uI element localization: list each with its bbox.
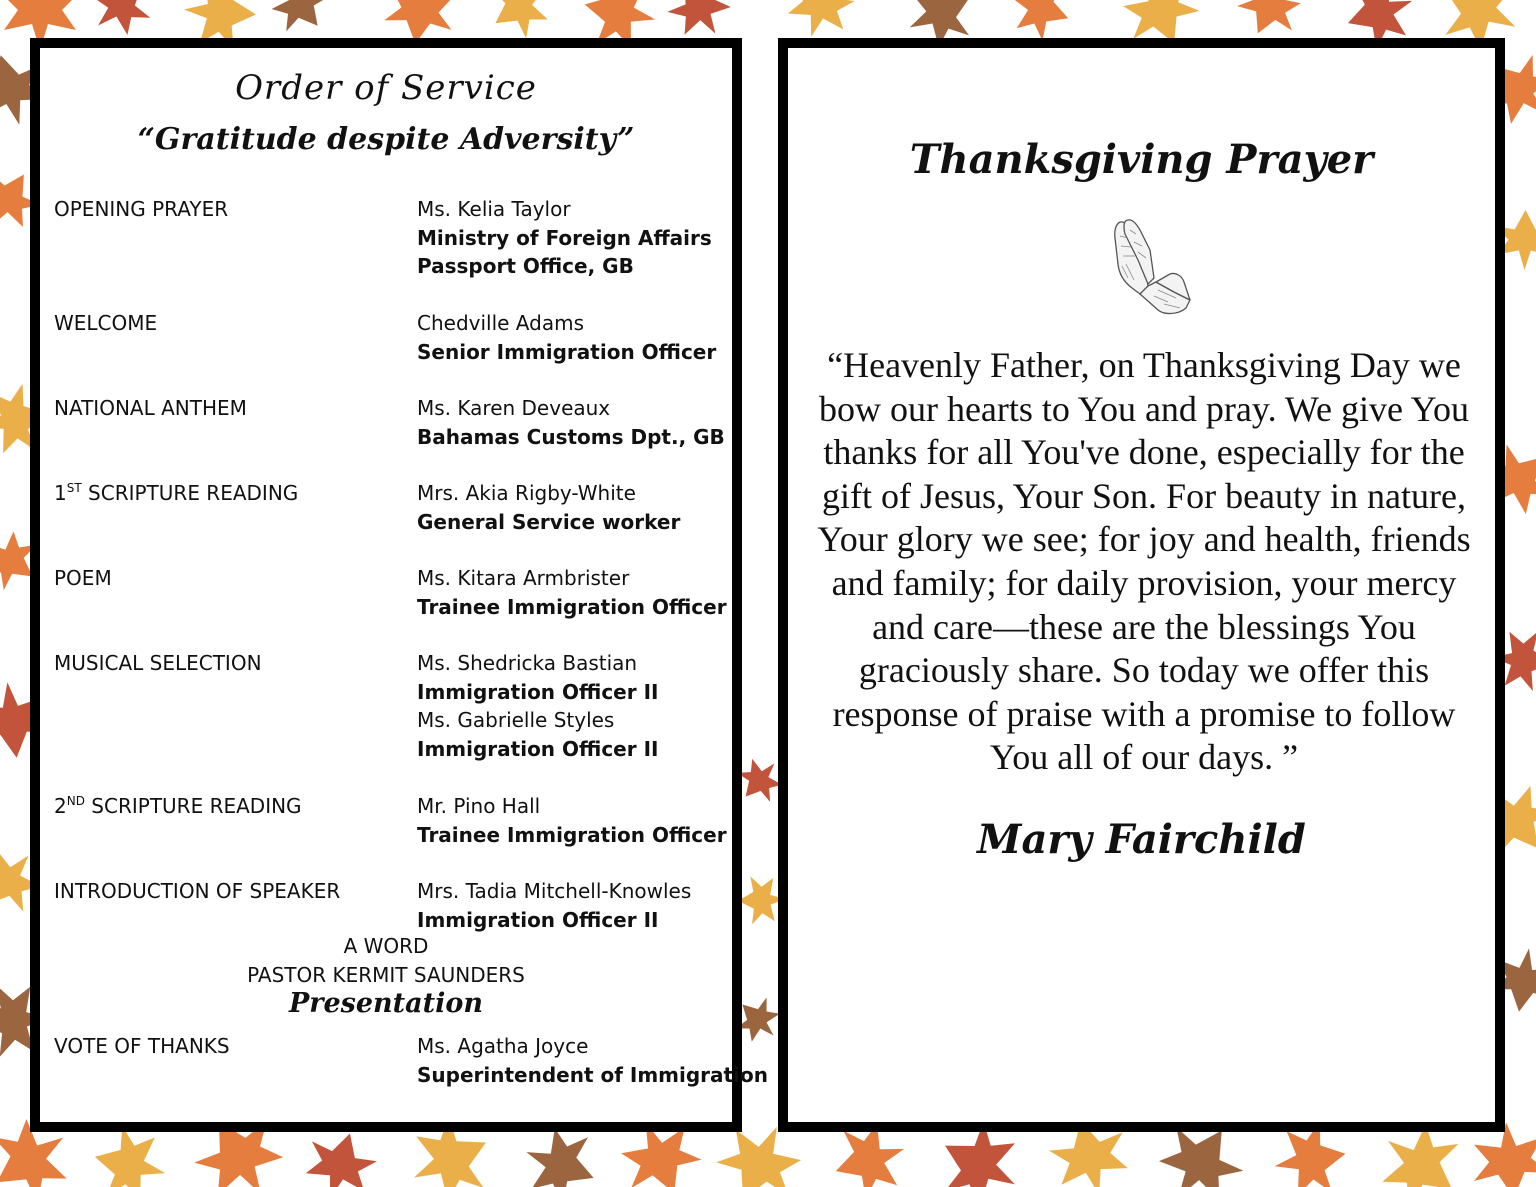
participant-name: Ms. Agatha Joyce xyxy=(417,1034,589,1058)
program-item-label: MUSICAL SELECTION xyxy=(54,651,262,675)
participant-title: Senior Immigration Officer xyxy=(417,339,717,364)
service-theme: “Gratitude despite Adversity” xyxy=(137,122,635,157)
program-item-label: INTRODUCTION OF SPEAKER xyxy=(54,879,341,903)
program-item-people xyxy=(417,394,725,451)
participant-name: Chedville Adams xyxy=(417,311,584,335)
program-item-label: OPENING PRAYER xyxy=(54,197,229,221)
participant-title: Trainee Immigration Officer xyxy=(417,594,727,619)
program-item-label xyxy=(54,479,298,508)
participant-name: Mrs. Akia Rigby-White xyxy=(417,481,636,505)
pastor-name: PASTOR KERMIT SAUNDERS xyxy=(247,963,525,987)
participant-name: Ms. Kitara Armbrister xyxy=(417,566,630,590)
presentation-heading: Presentation xyxy=(288,988,484,1019)
participant-title: Passport Office, GB xyxy=(417,254,634,278)
participant-name: Mrs. Tadia Mitchell-Knowles xyxy=(417,879,692,903)
participant-title: Bahamas Customs Dpt., GB xyxy=(417,424,725,449)
participant-title: Trainee Immigration Officer xyxy=(417,822,727,847)
prayer-author-signature: Mary Fairchild xyxy=(977,816,1306,863)
participant-title: Immigration Officer II xyxy=(417,679,659,704)
program-item-people xyxy=(417,309,716,366)
ordinal-suffix: ND xyxy=(66,794,85,808)
program-item-people xyxy=(417,1032,768,1089)
praying-hands-icon xyxy=(1098,216,1194,316)
participant-name: Ms. Kelia Taylor xyxy=(417,197,571,221)
program-item-label: VOTE OF THANKS xyxy=(54,1034,230,1058)
prayer-text: “Heavenly Father, on Thanksgiving Day we bow our hearts to You and pray. We give You thanks for all You've done, especially for the gift of Jesus, Your Son. For beauty in nature, Your glory we see; for joy and health, friends and family; for daily provision, your mercy and care—these are the blessings You graciously share. So today we offer this response of praise with a promise to follow You all of our days. ” xyxy=(817,345,1471,778)
participant-title: Superintendent of Immigration xyxy=(417,1062,768,1087)
program-item-people xyxy=(417,792,727,849)
thanksgiving-prayer-panel xyxy=(778,38,1505,1132)
ordinal-number: 2 xyxy=(54,794,67,818)
ordinal-suffix: ST xyxy=(66,481,82,495)
program-item-label: WELCOME xyxy=(54,311,158,335)
program-item-people xyxy=(417,479,680,536)
program-item-label-text: SCRIPTURE READING xyxy=(81,481,299,505)
participant-name: Ms. Shedricka Bastian xyxy=(417,651,638,675)
program-item-label: POEM xyxy=(54,566,112,590)
participant-title: Immigration Officer II xyxy=(417,907,659,932)
participant-name: Ms. Gabrielle Styles xyxy=(417,708,615,732)
order-of-service-title: Order of Service xyxy=(235,68,537,108)
leaf-decoration xyxy=(298,1124,383,1187)
ordinal-number: 1 xyxy=(54,481,67,505)
program-item-people xyxy=(417,564,727,621)
a-word-heading: A WORD xyxy=(343,934,429,958)
program-item-people xyxy=(417,877,691,934)
program-item-people xyxy=(417,649,658,763)
program-item-label xyxy=(54,792,302,821)
participant-title: Ministry of Foreign Affairs xyxy=(417,225,712,250)
participant-title: Immigration Officer II xyxy=(417,736,659,761)
participant-title: General Service worker xyxy=(417,509,681,534)
prayer-title: Thanksgiving Prayer xyxy=(909,136,1374,183)
leaf-decoration xyxy=(261,0,340,43)
participant-name: Mr. Pino Hall xyxy=(417,794,541,818)
program-item-label: NATIONAL ANTHEM xyxy=(54,396,247,420)
program-item-people xyxy=(417,195,712,281)
order-of-service-panel xyxy=(30,38,768,1132)
program-item-label-text: SCRIPTURE READING xyxy=(84,794,302,818)
participant-name: Ms. Karen Deveaux xyxy=(417,396,611,420)
